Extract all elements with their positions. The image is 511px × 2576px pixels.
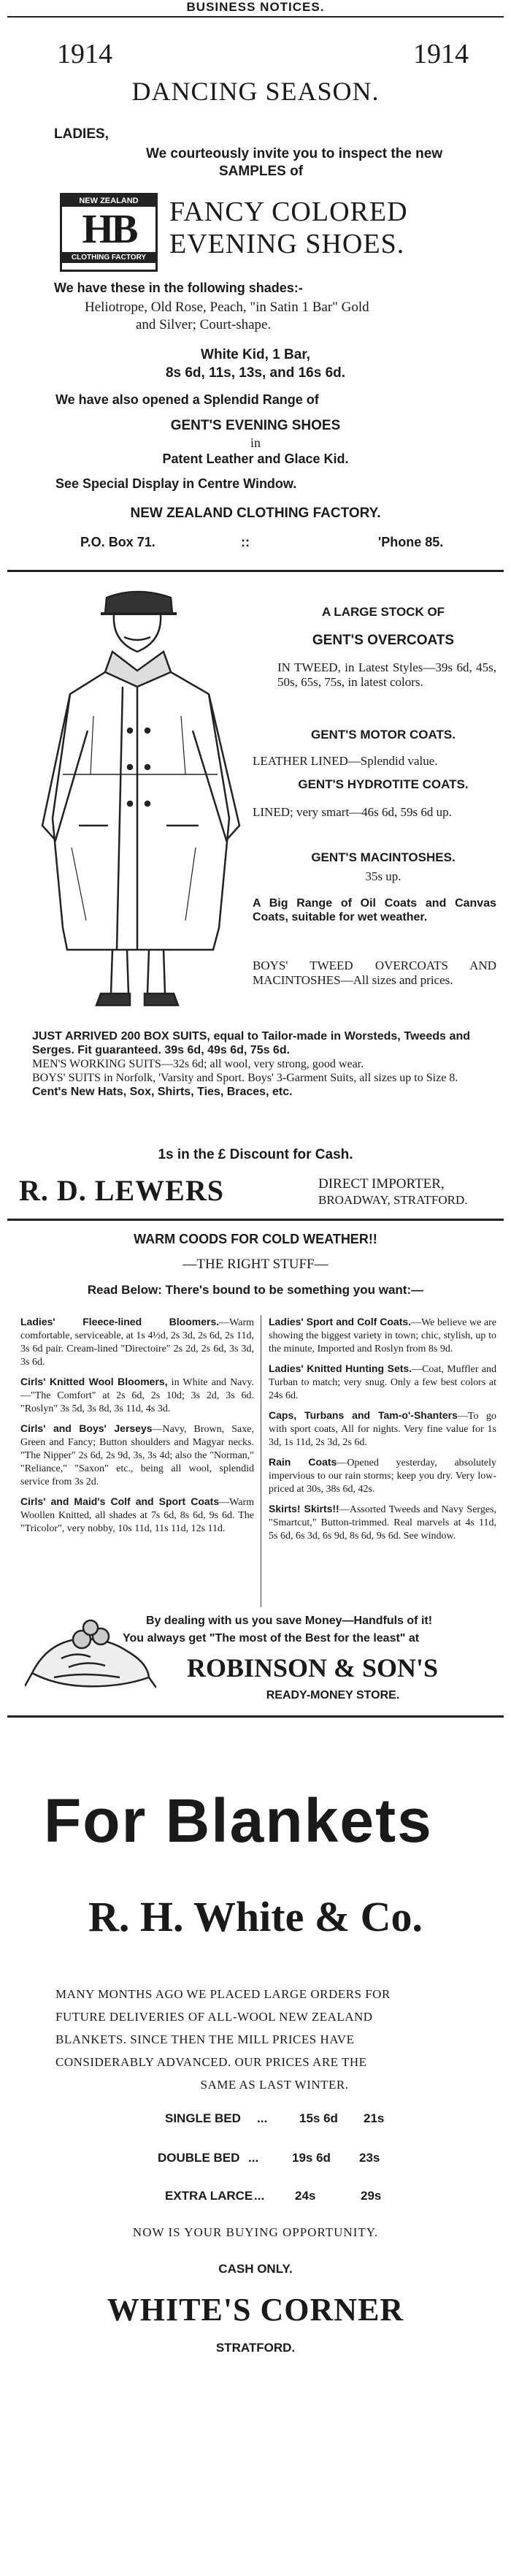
suits-line-2: MEN'S WORKING SUITS—32s 6d; all wool, very strong, good wear. — [32, 1057, 364, 1070]
item-colf-coats: Ladies' Sport and Colf Coats.—We believe we are showing the biggest variety in town; chic, stylish, up to the minute, Imported and Roslyn from 8s 9d. — [269, 1316, 496, 1354]
motor-title: GENT'S MOTOR COATS. — [311, 728, 456, 742]
item-rain-coats: Rain Coats—Opened yesterday, absolutely impervious to our rain storms; keep you dry. Very low-priced at 30s, 38s 6d, 42s. — [269, 1456, 496, 1495]
year-left: 1914 — [57, 39, 112, 69]
product-line-2: EVENING SHOES. — [169, 229, 405, 259]
right-stuff: —THE RIGHT STUFF— — [182, 1257, 328, 1272]
macintosh-title: GENT'S MACINTOSHES. — [311, 850, 456, 864]
blankets-headline: For Blankets — [44, 1786, 433, 1855]
suits-line-1: JUST ARRIVED 200 BOX SUITS, equal to Tailor-made in Worsteds, Tweeds and Serges. Fit guaranteed. 39s 6d, 49s 6d, 75s 6d. — [32, 1030, 470, 1056]
read-below: Read Below: There's bound to be something you want:— — [87, 1283, 424, 1297]
patent-text: Patent Leather and Glace Kid. — [162, 451, 349, 466]
motor-text: LEATHER LINED—Splendid value. — [253, 754, 438, 768]
right-column — [269, 1315, 496, 1549]
hydrotite-text: LINED; very smart—46s 6d, 59s 6d up. — [253, 805, 452, 819]
large-stock: A LARGE STOCK OF — [321, 605, 445, 619]
boys-text: BOYS' TWEED OVERCOATS AND MACINTOSHES—All sizes and prices. — [253, 959, 496, 988]
buying-opportunity: NOW IS YOUR BUYING OPPORTUNITY. — [132, 2225, 379, 2239]
phone: 'Phone 85. — [378, 535, 444, 549]
item-jerseys: Cirls' and Boys' Jerseys—Navy, Brown, Saxe, Green and Fancy; Button shoulders and Magyar necks. "The Nipper" 2s 6d, 2s 9d, 3s, 3s 4d; also the "Norman," "Reliance," "Saxon" etc., being all wool, splendid service from 3s 2d. — [20, 1422, 254, 1487]
divider — [7, 1715, 504, 1718]
suits-line-3: BOYS' SUITS in Norfolk, 'Varsity and Sport. Boys' 3-Garment Suits, all sizes up to Size 8. — [32, 1071, 458, 1084]
warm-goods-headline: WARM COODS FOR COLD WEATHER!! — [134, 1232, 377, 1246]
always-text: You always get "The most of the Best for the least" at — [123, 1632, 420, 1645]
item-wool-bloomers: Cirls' Knitted Wool Bloomers, in White and Navy.—"The Comfort" at 2s 6d, 2s 10d; 3s 2d, 3s 6d. "Roslyn" 3s 5d, 3s 8d, 3s 11d, 4s 3d. — [20, 1376, 254, 1414]
shoe-prices: 8s 6d, 11s, 13s, and 16s 6d. — [165, 365, 346, 381]
divider — [7, 16, 504, 18]
product-line-1: FANCY COLORED — [169, 197, 408, 227]
gents-shoes: GENT'S EVENING SHOES — [170, 418, 341, 433]
stratford: STRATFORD. — [215, 2341, 296, 2355]
ladies-label: LADIES, — [54, 126, 109, 142]
shades-intro: We have these in the following shades:- — [54, 281, 303, 295]
logo-top-text: NEW ZEALAND — [62, 195, 155, 207]
shades-line-2: and Silver; Court-shape. — [136, 317, 272, 332]
whites-corner: WHITE'S CORNER — [107, 2292, 404, 2328]
overcoats-title: GENT'S OVERCOATS — [312, 633, 455, 648]
company-name: NEW ZEALAND CLOTHING FACTORY. — [130, 506, 381, 521]
macintosh-text: 35s up. — [365, 869, 402, 883]
section-header: BUSINESS NOTICES. — [186, 0, 325, 14]
newspaper-page: BUSINESS NOTICES. 1914 1914 DANCING SEASON. LADIES, We courteously invite you to inspect the new SAMPLES of NEW ZEALAND HB CLOTHING FACTORY FANCY COLORED EVENING SHOES. We have these in the following shades:- Heliotrope, Old Rose, Peach, "in Satin 1 Bar" Gold and Silver; Court-shape. White Kid, 1 Bar, 8s 6d, 11s, 13s, and 16s 6d. We have also opened a Splendid Range of GENT'S EVENING SHOES in Patent Leather and Glace Kid. See Special Display in Centre Window. NEW ZEALAND CLOTHING FACTORY. P.O. Box 71. :: 'Phone 85. A LARGE STOCK OF GENT'S OVERCOATS IN TWEED, in Latest Styles—39s 6d, 45s, 50s, 65s, 75s, in latest colors. GENT'S MOTOR COATS. LEATHER LINED—Splendid value. GENT'S HYDROTITE COATS. LINED; very smart—46s 6d, 59s 6d up. GENT'S MACINTOSHES. 35s up. A Big Range of Oil Coats and Canvas Coats, suitable for wet weather. BOYS' TWEED OVERCOATS AND MACINTOSHES—All sizes and prices. JUST ARRIVED 200 BOX SUITS, equal to Tailor-made in Worsteds, Tweeds and Serges. Fit guaranteed. 39s 6d, 49s 6d, 75s 6d. MEN'S WORKING SUITS—32s 6d; all wool, very strong, good wear. BOYS' SUITS in Norfolk, 'Varsity and Sport. Boys' 3-Garment Suits, all sizes up to Size 8. Cent's New Hats, Sox, Shirts, Ties, Braces, etc. 1s in the £ Discount for Cash. R. D. LEWERS DIRECT IMPORTER, BROADWAY, STRATFORD. WARM COODS FOR COLD WEATHER!! —THE RIGHT STUFF— Read Below: There's bound to be something you want:— Ladies' Fleece-lined Bloomers.—Warm comfortable, serviceable, at 1s 4½d, 2s 3d, 2s 6d, 2s 11d, 3s 6d pair. Cream-lined "Directoire" 2s 2d, 2s 6d, 3s 3d, 3s 6d. Cirls' Knitted Wool Bloomers, in White and Navy.—"The Comfort" at 2s 6d, 2s 10d; 3s 2d, 3s 6d. "Roslyn" 3s 5d, 3s 8d, 3s 11d, 4s 3d. Cirls' and Boys' Jerseys—Navy, Brown, Saxe, Green and Fancy; Button shoulders and Magyar necks. "The Nipper" 2s 6d, 2s 9d, 3s, 3s 4d; also the "Norman," "Reliance," "Saxon" etc., being all wool, splendid service from 3s 2d. Cirls' and Maid's Colf and Sport Coats—Warm Woollen Knitted, all shades at 7s 6d, 8s 6d, 9s 6d. The "Tricolor", very nobby, 10s 11d, 11s 11d, 12s 11d. Ladies' Sport and Colf Coats.—We believe we are showing the biggest variety in town; chic, stylish, up to the minute, Imported and Roslyn from 8s 9d. Ladies' Knitted Hunting Sets.—Coat, Muffler and Turban to match; very snug. Only a few best colors at 24s 6d. Caps, Turbans and Tam-o'-Shanters—To go with sport coats, All for nights. Very fine value for 1s 3d, 1s 11d, 2s 3d, 2s 6d. Rain Coats—Opened yesterday, absolutely impervious to our rain storms; keep you dry. Very low-priced at 30s, 38s 6d, 42s. Skirts! Skirts!!—Assorted Tweeds and Navy Serges, "Smartcut," Button-trimmed. Real marvels at 4s 11d, 5s 6d, 6s 3d, 6s 9d, 8s 6d, 9s 6d. See window. By dealing with us you save Money—Handfuls of it! You always get "The most of the Best for the least" at ROBINSON & SON'S READY-MONEY STORE. For Blankets R. H. White & Co. MANY MONTHS AGO WE PLACED LARGE ORDERS FOR FUTURE DELIVERIES OF ALL-WOOL NEW ZEALAND BLANKETS. SINCE THEN THE MILL PRICES HAVE CONSIDERABLY ADVANCED. OUR PRICES ARE THE SAME AS LAST WINTER. SINGLE BED ... 15s 6d 21s DOUBLE BED ... 19s 6d 23s EXTRA LARCE ... 24s 29s NOW IS YOUR BUYING OPPORTUNITY. CASH ONLY. WHITE'S CORNER STRATFORD. — [0, 0, 511, 2576]
item-sport-coats: Cirls' and Maid's Colf and Sport Coats—Warm Woollen Knitted, all shades at 7s 6d, 8s 6d, 9s 6d. The "Tricolor", very nobby, 10s 11d, 11s 11d, 12s 11d. — [20, 1495, 254, 1534]
invite-text: We courteously invite you to inspect the new — [146, 146, 443, 161]
samples-text: SAMPLES of — [219, 164, 304, 179]
hb-logo — [60, 193, 158, 272]
item-hunting-sets: Ladies' Knitted Hunting Sets.—Coat, Muffler and Turban to match; very snug. Only a few best colors at 24s 6d. — [269, 1363, 496, 1401]
display-text: See Special Display in Centre Window. — [55, 476, 297, 491]
year-right: 1914 — [413, 39, 469, 69]
in-text: in — [250, 435, 261, 450]
dealing-text: By dealing with us you save Money—Handfuls of it! — [146, 1615, 433, 1627]
suits-text — [32, 1030, 470, 1099]
robinson-name: ROBINSON & SON'S — [187, 1653, 439, 1683]
ad1-headline: DANCING SEASON. — [131, 77, 380, 106]
suits-line-4: Cent's New Hats, Sox, Shirts, Ties, Braces, etc. — [32, 1085, 293, 1098]
shades-line-1: Heliotrope, Old Rose, Peach, "in Satin 1 Bar" Gold — [85, 300, 369, 315]
product-title — [169, 196, 408, 260]
opened-text: We have also opened a Splendid Range of — [55, 392, 319, 407]
lewers-name: R. D. LEWERS — [19, 1174, 224, 1207]
lewers-address: BROADWAY, STRATFORD. — [318, 1193, 468, 1207]
logo-letters: HB — [82, 207, 136, 252]
left-column — [20, 1315, 254, 1542]
item-caps: Caps, Turbans and Tam-o'-Shanters—To go with sport coats, All for nights. Very fine value for 1s 3d, 1s 11d, 2s 3d, 2s 6d. — [269, 1409, 496, 1448]
overcoats-text: IN TWEED, in Latest Styles—39s 6d, 45s, 50s, 65s, 75s, in latest colors. — [277, 660, 496, 690]
po-box: P.O. Box 71. — [80, 535, 155, 549]
divider — [7, 570, 504, 572]
oilcoats-text: A Big Range of Oil Coats and Canvas Coats, suitable for wet weather. — [253, 897, 496, 923]
separator: :: — [241, 535, 250, 549]
ready-money-store: READY-MONEY STORE. — [266, 1689, 400, 1702]
cash-only: CASH ONLY. — [218, 2262, 293, 2276]
divider — [7, 1219, 504, 1221]
importer: DIRECT IMPORTER, — [318, 1176, 445, 1192]
item-fleece-bloomers: Ladies' Fleece-lined Bloomers.—Warm comfortable, serviceable, at 1s 4½d, 2s 3d, 2s 6d, 2s 11d, 3s 6d pair. Cream-lined "Directoire" 2s 2d, 2s 6d, 3s 3d, 3s 6d. — [20, 1316, 254, 1368]
item-skirts: Skirts! Skirts!!—Assorted Tweeds and Navy Serges, "Smartcut," Button-trimmed. Real marvels at 4s 11d, 5s 6d, 6s 3d, 6s 9d, 8s 6d, 9s 6d. See window. — [269, 1503, 496, 1542]
white-kid: White Kid, 1 Bar, — [201, 347, 310, 362]
overcoat-illustration — [20, 584, 254, 1023]
discount: 1s in the £ Discount for Cash. — [158, 1147, 353, 1162]
logo-bottom-text: CLOTHING FACTORY — [62, 252, 155, 263]
hydrotite-title: GENT'S HYDROTITE COATS. — [298, 777, 469, 791]
white-company: R. H. White & Co. — [88, 1893, 423, 1940]
handful-of-money-illustration — [25, 1615, 156, 1695]
blankets-body: MANY MONTHS AGO WE PLACED LARGE ORDERS FOR FUTURE DELIVERIES OF ALL-WOOL NEW ZEALAND BLANKETS. SINCE THEN THE MILL PRICES HAVE CONSIDERABLY ADVANCED. OUR PRICES ARE THE SAME AS LAST WINTER. — [55, 1987, 391, 2092]
